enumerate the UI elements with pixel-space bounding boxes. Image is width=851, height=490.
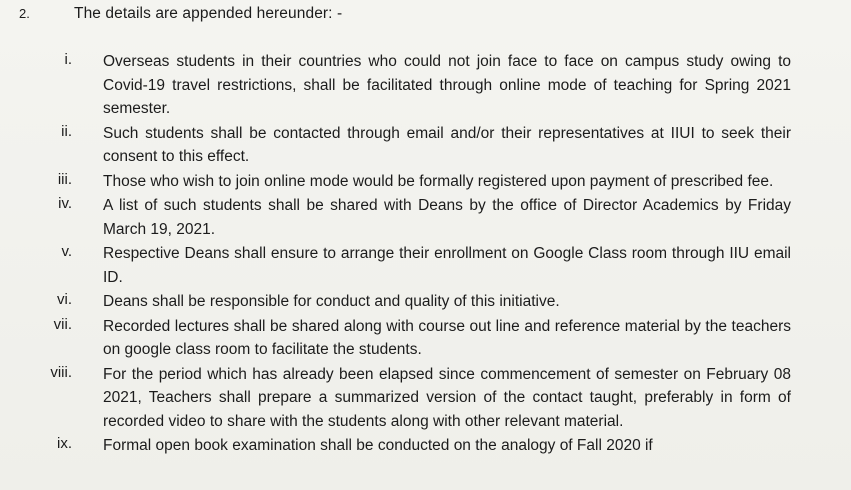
item-text: Such students shall be contacted through email and/or their representatives at IIUI to seek their consent to this effect. <box>103 124 791 165</box>
item-text: Respective Deans shall ensure to arrange their enrollment on Google Class room through IIU email ID. <box>103 245 791 286</box>
item-text: Those who wish to join online mode would be formally registered upon payment of prescribed fee. <box>103 172 774 190</box>
item-text: A list of such students shall be shared with Deans by the office of Director Academics by Friday March 19, 2021. <box>103 197 791 238</box>
list-item <box>0 315 851 362</box>
item-number: ix. <box>57 435 72 452</box>
item-text: Recorded lectures shall be shared along with course out line and reference material by the teachers on google class room to facilitate the students. <box>103 317 791 358</box>
list-item <box>0 122 851 169</box>
list-item <box>0 290 851 314</box>
list-item <box>0 194 851 241</box>
item-text: Deans shall be responsible for conduct and quality of this initiative. <box>103 293 560 310</box>
item-list <box>0 50 851 459</box>
item-number: v. <box>61 243 72 260</box>
item-text: Overseas students in their countries who could not join face to face on campus study owing to Covid-19 travel restrictions, shall be facilitated through online mode of teaching for Spring 2021 semester. <box>103 53 791 117</box>
list-item <box>0 242 851 289</box>
item-number: vi. <box>57 291 72 308</box>
item-number: viii. <box>50 363 72 381</box>
item-text: For the period which has already been elapsed since commencement of semester on February 08 2021, Teachers shall prepare a summarized version of the contact taught, preferably in form of recorded video to share with the students along with other relevant material. <box>103 365 791 430</box>
item-number: vii. <box>53 315 72 333</box>
item-number: ii. <box>61 122 72 140</box>
item-number: iv. <box>58 195 72 212</box>
section-number: 2. <box>19 6 30 21</box>
item-number: iii. <box>57 170 72 188</box>
list-item <box>0 170 851 194</box>
list-item <box>0 50 851 121</box>
section-heading: The details are appended hereunder: - <box>74 5 343 22</box>
item-text: Formal open book examination shall be conducted on the analogy of Fall 2020 if <box>103 437 653 454</box>
list-item <box>0 434 851 458</box>
list-item <box>0 363 851 434</box>
item-number: i. <box>64 51 72 68</box>
